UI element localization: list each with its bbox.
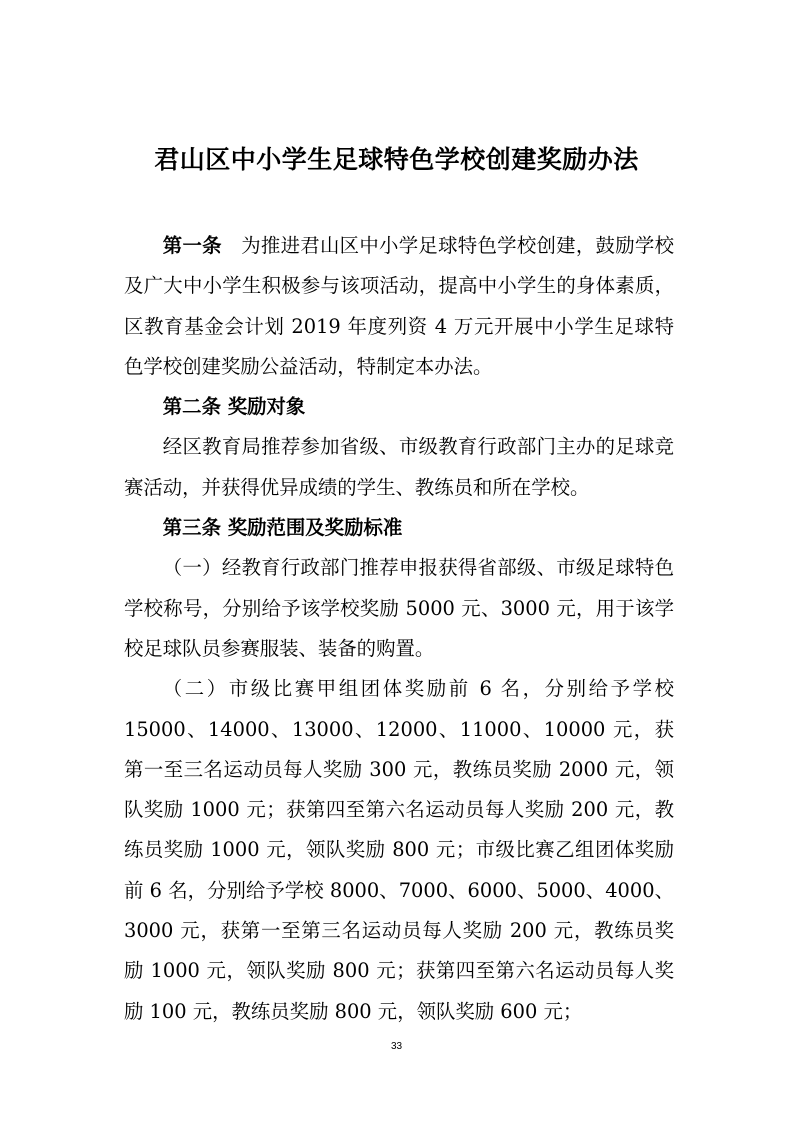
- page-number: 33: [390, 1041, 403, 1052]
- document-title: 君山区中小学生足球特色学校创建奖励办法: [154, 145, 639, 174]
- article-1-text: 为推进君山区中小学足球特色学校创建，鼓励学校及广大中小学生积极参与该项活动，提高中小学生的身体素质，区教育基金会计划 2019 年度列资 4 万元开展中小学生足球特色学校创建奖励公益活动，特制定本办法。: [124, 234, 675, 378]
- article-3-item-2: （二）市级比赛甲组团体奖励前 6 名，分别给予学校 15000、14000、13000、12000、11000、10000 元，获第一至三名运动员每人奖励 300 元，教练员奖励 2000 元，领队奖励 1000 元；获第四至第六名运动员每人奖励 200 元，教练员奖励 1000 元，领队奖励 800 元；市级比赛乙组团体奖励前 6 名，分别给予学校 8000、7000、6000、5000、4000、3000 元，获第一至第三名运动员每人奖励 200 元，教练员奖励 1000 元，领队奖励 800 元；获第四至第六名运动员每人奖励 100 元，教练员奖励 800 元，领队奖励 600 元；: [124, 677, 674, 1023]
- article-2-text: 经区教育局推荐参加省级、市级教育行政部门主办的足球竞赛活动，并获得优异成绩的学生、教练员和所在学校。: [124, 435, 674, 499]
- article-1: [124, 226, 674, 387]
- article-3-heading: 第三条 奖励范围及奖励标准: [162, 516, 403, 540]
- article-1-label: 第一条: [162, 234, 222, 257]
- article-3-item-1: （一）经教育行政部门推荐申报获得省部级、市级足球特色学校称号，分别给予该学校奖励 5000 元、3000 元，用于该学校足球队员参赛服装、装备的购置。: [124, 556, 674, 660]
- article-2-heading: 第二条 奖励对象: [162, 395, 306, 419]
- document-body: [124, 226, 674, 1032]
